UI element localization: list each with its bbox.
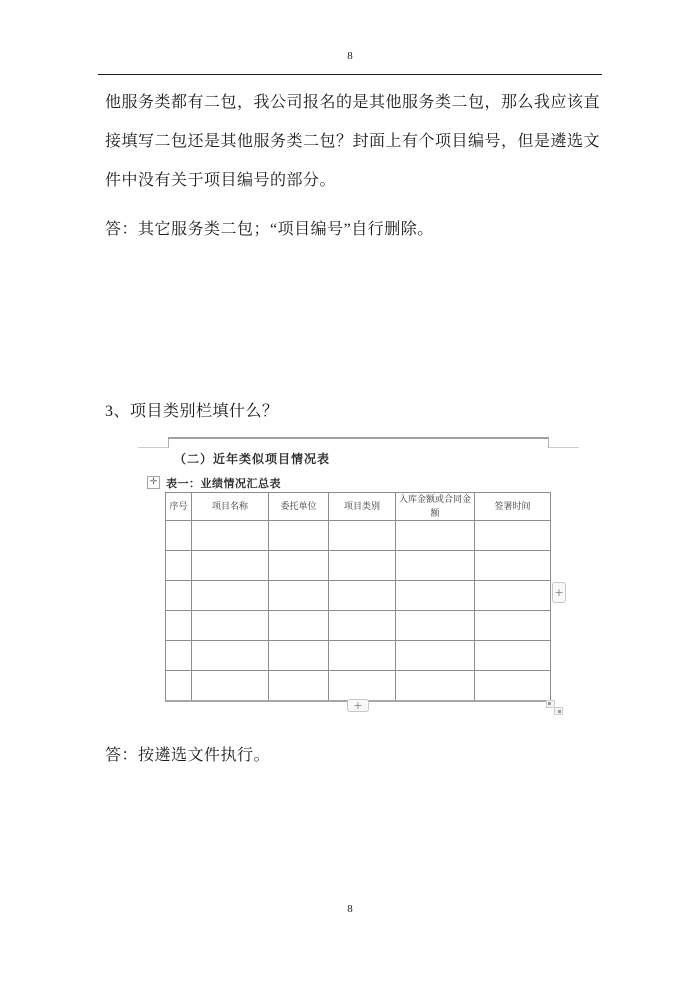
- empty-cell: [269, 611, 329, 641]
- empty-cell: [192, 581, 269, 611]
- col-header-client: 委托单位: [269, 493, 329, 521]
- empty-cell: [329, 521, 396, 551]
- col-header-sign-date: 签署时间: [475, 493, 551, 521]
- empty-cell: [396, 641, 475, 671]
- table-empty-row: [166, 671, 551, 701]
- empty-cell: [396, 671, 475, 701]
- table-header-row: [166, 493, 551, 521]
- empty-cell: [396, 551, 475, 581]
- empty-cell: [329, 551, 396, 581]
- col-header-seq: 序号: [166, 493, 192, 521]
- table-empty-row: [166, 641, 551, 671]
- col-header-project-type: 项目类别: [329, 493, 396, 521]
- empty-cell: [192, 551, 269, 581]
- page-boundary-line: [549, 447, 579, 448]
- embedded-table-screenshot[interactable]: [130, 430, 585, 720]
- header-rule: [98, 74, 602, 75]
- performance-summary-table: [165, 492, 551, 702]
- table-empty-row: [166, 521, 551, 551]
- empty-cell: [475, 581, 551, 611]
- empty-cell: [166, 581, 192, 611]
- question-3: 3、项目类别栏填什么？: [105, 403, 279, 420]
- question-paragraph: [105, 83, 601, 200]
- paragraph-line: 他服务类都有二包，我公司报名的是其他服务类二包，那么我应该直: [105, 94, 601, 111]
- col-header-amount: 入库金额或合同金额: [396, 493, 475, 521]
- table-empty-row: [166, 551, 551, 581]
- empty-cell: [192, 671, 269, 701]
- page-number-top: 8: [347, 50, 353, 62]
- empty-cell: [396, 581, 475, 611]
- insert-column-button: +: [552, 582, 566, 603]
- empty-cell: [269, 551, 329, 581]
- table-title: 表一：业绩情况汇总表: [166, 478, 281, 490]
- empty-cell: [329, 641, 396, 671]
- col-header-project-name: 项目名称: [192, 493, 269, 521]
- table-empty-row: [166, 581, 551, 611]
- empty-cell: [329, 671, 396, 701]
- table-move-handle-icon: ✛: [147, 476, 160, 489]
- empty-cell: [475, 641, 551, 671]
- empty-cell: [166, 641, 192, 671]
- empty-cell: [166, 671, 192, 701]
- empty-cell: [475, 671, 551, 701]
- empty-cell: [475, 611, 551, 641]
- paragraph-line: 接填写二包还是其他服务类二包？封面上有个项目编号，但是遴选文: [105, 133, 601, 150]
- empty-cell: [269, 671, 329, 701]
- answer-2: 答：按遴选文件执行。: [105, 747, 271, 764]
- empty-cell: [329, 581, 396, 611]
- answer-1: 答：其它服务类二包；“项目编号”自行删除。: [105, 221, 434, 238]
- insert-row-button: +: [347, 699, 369, 712]
- paragraph-line: 件中没有关于项目编号的部分。: [105, 172, 337, 189]
- section-heading: （二）近年类似项目情况表: [174, 452, 331, 466]
- resize-handle-icon: [554, 707, 563, 715]
- empty-cell: [475, 521, 551, 551]
- empty-cell: [192, 641, 269, 671]
- empty-cell: [269, 641, 329, 671]
- empty-cell: [269, 581, 329, 611]
- empty-cell: [166, 611, 192, 641]
- page-boundary-line: [138, 447, 169, 448]
- page-boundary-line: [168, 437, 549, 439]
- empty-cell: [329, 611, 396, 641]
- empty-cell: [396, 521, 475, 551]
- table-empty-row: [166, 611, 551, 641]
- empty-cell: [269, 521, 329, 551]
- empty-cell: [192, 611, 269, 641]
- empty-cell: [166, 551, 192, 581]
- empty-cell: [396, 611, 475, 641]
- empty-cell: [166, 521, 192, 551]
- page-number-bottom: 8: [347, 903, 353, 915]
- empty-cell: [475, 551, 551, 581]
- empty-cell: [192, 521, 269, 551]
